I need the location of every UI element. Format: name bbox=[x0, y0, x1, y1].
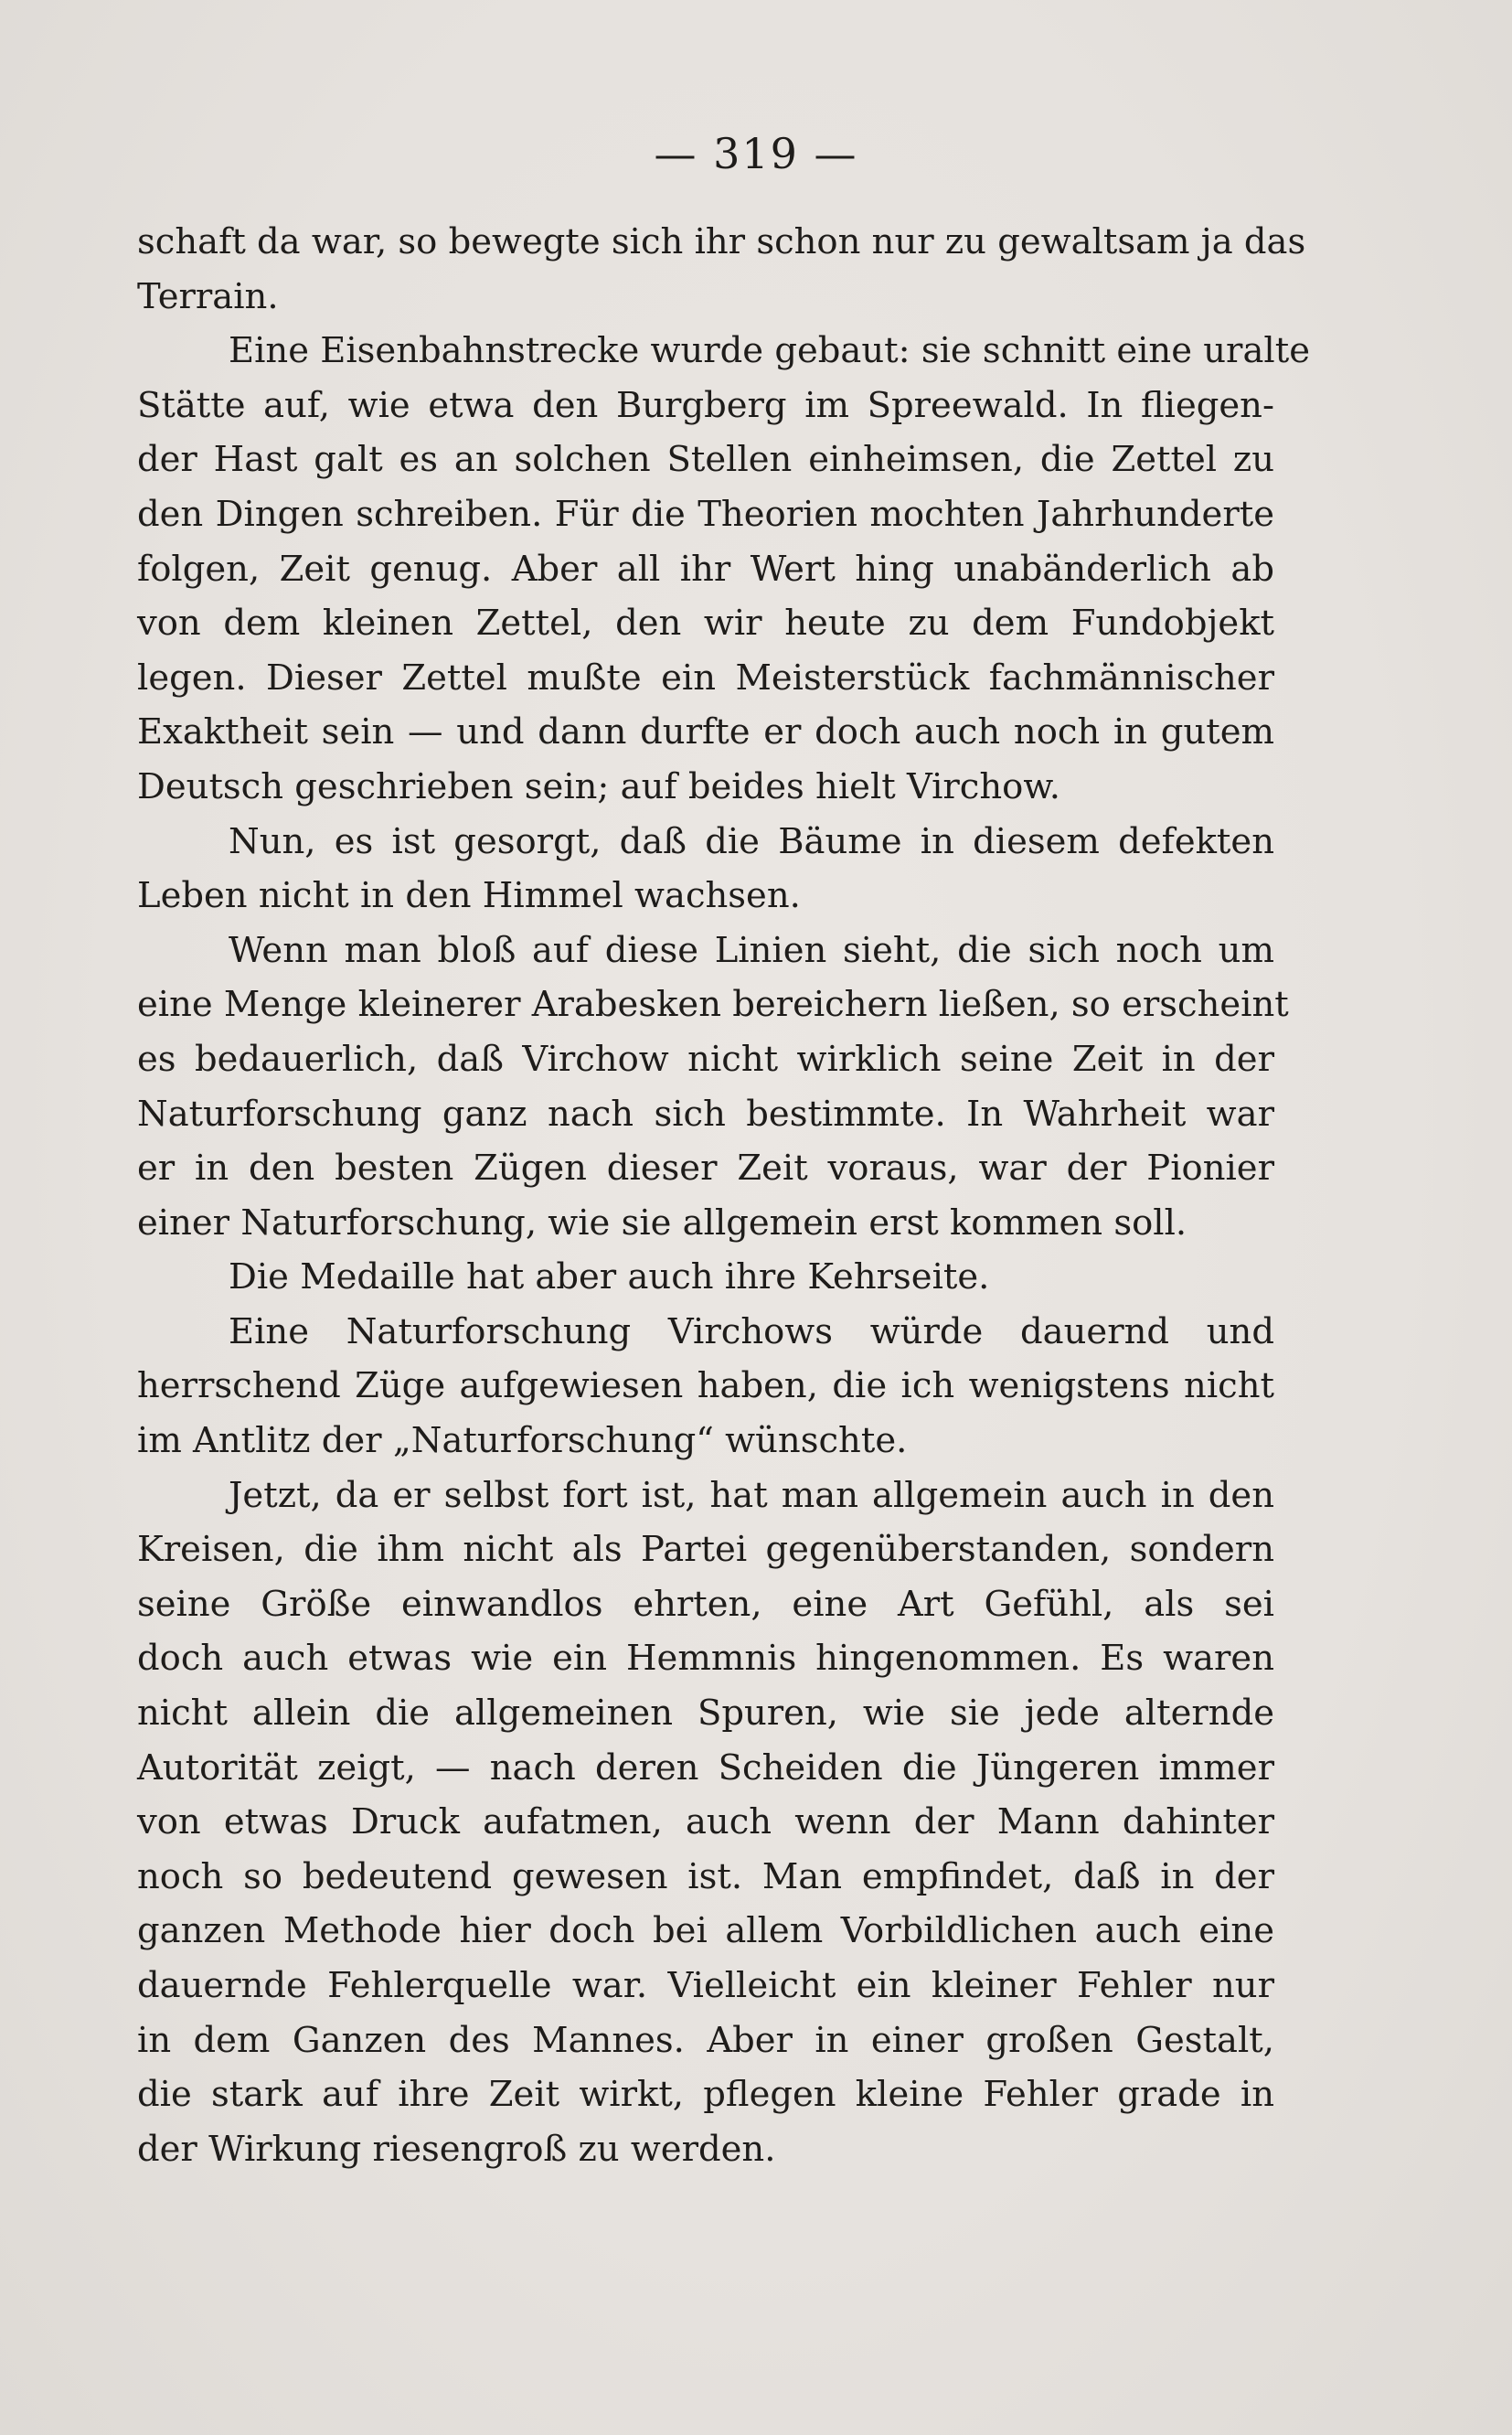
text-line: ganzen Methode hier doch bei allem Vorbildlichen auch eine bbox=[137, 1910, 1274, 1952]
text-line: Eine Naturforschung Virchows würde dauernd und bbox=[229, 1310, 1274, 1352]
page-number: — 319 — bbox=[654, 129, 858, 178]
text-line: die stark auf ihre Zeit wirkt, pflegen kleine Fehler grade in bbox=[137, 2074, 1274, 2116]
text-line: nicht allein die allgemeinen Spuren, wie sie jede alternde bbox=[137, 1693, 1274, 1735]
text-line: Kreisen, die ihm nicht als Partei gegenüberstanden, sondern bbox=[137, 1529, 1274, 1571]
text-line: Jetzt, da er selbst fort ist, hat man allgemein auch in den bbox=[229, 1474, 1274, 1516]
text-line: noch so bedeutend gewesen ist. Man empfindet, daß in der bbox=[137, 1855, 1274, 1897]
text-line: doch auch etwas wie ein Hemmnis hingenommen. Es waren bbox=[137, 1638, 1274, 1680]
text-line: schaft da war, so bewegte sich ihr schon nur zu gewaltsam ja das bbox=[137, 221, 1306, 262]
text-line: Naturforschung ganz nach sich bestimmte. In Wahrheit war bbox=[137, 1093, 1274, 1135]
text-line: Autorität zeigt, — nach deren Scheiden die Jüngeren immer bbox=[137, 1746, 1274, 1789]
body-text bbox=[137, 215, 1310, 2176]
text-line: legen. Dieser Zettel mußte ein Meisterstück fachmännischer bbox=[137, 657, 1274, 699]
text-line: seine Größe einwandlos ehrten, eine Art Gefühl, als sei bbox=[137, 1583, 1274, 1625]
text-line: einer Naturforschung, wie sie allgemein erst kommen soll. bbox=[137, 1201, 1187, 1244]
text-line: Nun, es ist gesorgt, daß die Bäume in diesem defekten bbox=[229, 820, 1274, 862]
text-line: dauernde Fehlerquelle war. Vielleicht ein kleiner Fehler nur bbox=[137, 1965, 1274, 2006]
text-line: herrschend Züge aufgewiesen haben, die ich wenigstens nicht bbox=[137, 1365, 1274, 1407]
text-line: folgen, Zeit genug. Aber all ihr Wert hing unabänderlich ab bbox=[137, 548, 1274, 590]
text-line: Eine Eisenbahnstrecke wurde gebaut: sie schnitt eine uralte bbox=[229, 330, 1310, 372]
text-line: im Antlitz der „Naturforschung“ wünschte. bbox=[137, 1420, 908, 1462]
text-line: eine Menge kleinerer Arabesken bereichern ließen, so erscheint bbox=[137, 984, 1289, 1026]
text-line: Wenn man bloß auf diese Linien sieht, die sich noch um bbox=[229, 929, 1274, 971]
text-line: Exaktheit sein — und dann durfte er doch auch noch in gutem bbox=[137, 711, 1274, 753]
text-line: Stätte auf, wie etwa den Burgberg im Spreewald. In fliegen- bbox=[137, 384, 1274, 426]
text-line: es bedauerlich, daß Virchow nicht wirklich seine Zeit in der bbox=[137, 1038, 1274, 1080]
text-line: Terrain. bbox=[137, 275, 279, 317]
text-line: Deutsch geschrieben sein; auf beides hielt Virchow. bbox=[137, 765, 1060, 807]
text-line: den Dingen schreiben. Für die Theorien mochten Jahrhunderte bbox=[137, 493, 1274, 535]
text-line: Die Medaille hat aber auch ihre Kehrseite. bbox=[229, 1256, 990, 1298]
text-line: von dem kleinen Zettel, den wir heute zu dem Fundobjekt bbox=[137, 603, 1274, 645]
text-line: in dem Ganzen des Mannes. Aber in einer großen Gestalt, bbox=[137, 2019, 1274, 2061]
text-line: der Wirkung riesengroß zu werden. bbox=[137, 2128, 776, 2170]
text-line: er in den besten Zügen dieser Zeit voraus, war der Pionier bbox=[137, 1148, 1274, 1190]
text-line: von etwas Druck aufatmen, auch wenn der Mann dahinter bbox=[137, 1801, 1274, 1843]
text-line: der Hast galt es an solchen Stellen einheimsen, die Zettel zu bbox=[137, 439, 1274, 481]
text-line: Leben nicht in den Himmel wachsen. bbox=[137, 875, 801, 917]
